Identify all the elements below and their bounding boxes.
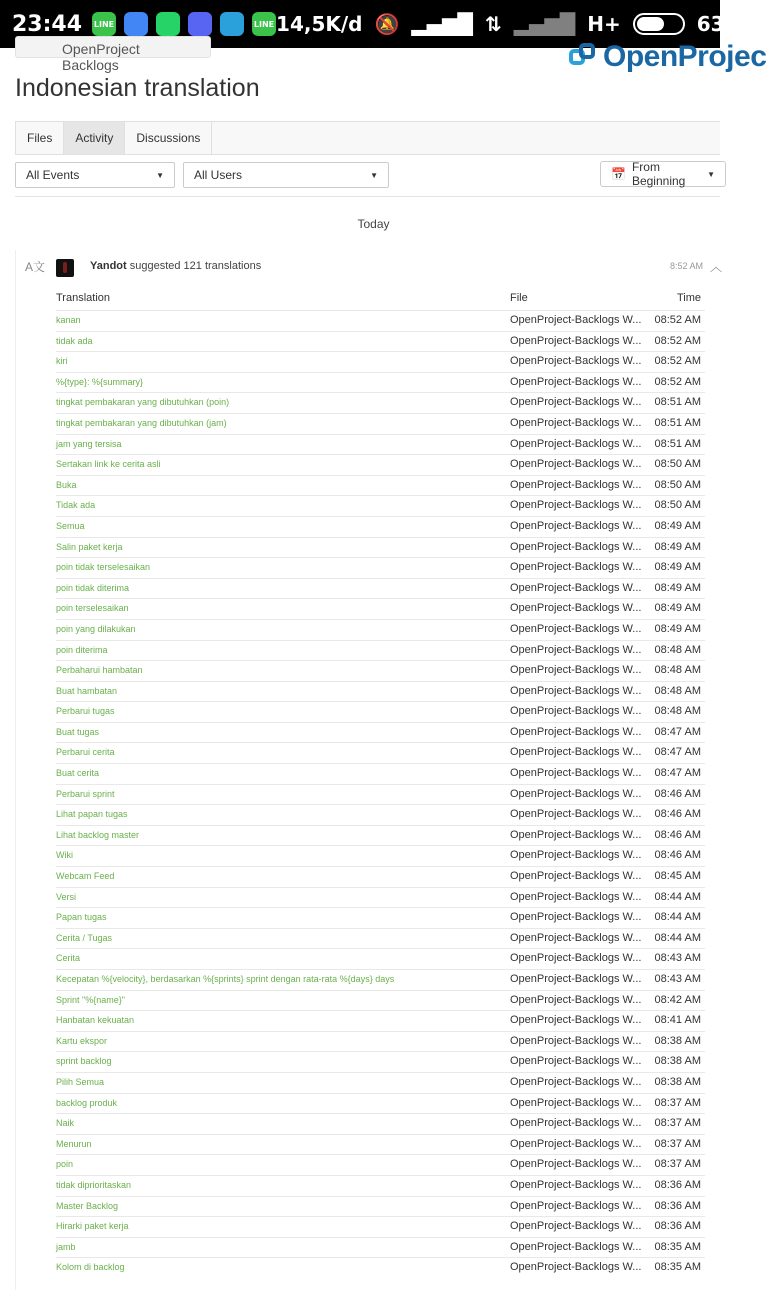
translation-link[interactable]: Menurun [56,1138,92,1149]
file-name[interactable]: OpenProject-Backlogs W... [510,1178,642,1191]
translation-link[interactable]: backlog produk [56,1097,118,1108]
table-row [56,475,705,496]
divider [15,196,720,197]
chevron-down-icon: ▼ [370,170,378,180]
file-name[interactable]: OpenProject-Backlogs W... [510,1034,642,1047]
file-name[interactable]: OpenProject-Backlogs W... [510,602,642,615]
translation-link[interactable]: poin tidak diterima [56,582,130,593]
row-time: 08:46 AM [654,787,701,800]
row-time: 08:37 AM [654,1137,701,1150]
row-time: 08:44 AM [654,890,701,903]
file-name[interactable]: OpenProject-Backlogs W... [510,1075,642,1088]
translation-link[interactable]: Salin paket kerja [56,541,123,552]
row-time: 08:50 AM [654,499,701,512]
translation-link[interactable]: jamb [56,1241,76,1252]
row-time: 08:36 AM [654,1199,701,1212]
file-name[interactable]: OpenProject-Backlogs W... [510,767,642,780]
translation-link[interactable]: poin diterima [56,644,108,655]
discord-icon [188,12,212,36]
table-row [56,1093,705,1114]
row-time: 08:49 AM [654,561,701,574]
project-tabs [15,121,720,155]
translation-link[interactable]: Papan tugas [56,912,107,923]
file-name[interactable]: OpenProject-Backlogs W... [510,643,642,656]
date-range-button[interactable] [600,161,726,187]
net-speed: 14,5K/d [276,12,363,36]
table-row [56,701,705,722]
table-row [56,516,705,537]
translation-link[interactable]: Versi [56,891,77,902]
translation-link[interactable]: Cerita / Tugas [56,932,113,943]
table-row [56,1154,705,1175]
translation-link[interactable]: Master Backlog [56,1200,119,1211]
file-name[interactable]: OpenProject-Backlogs W... [510,911,642,924]
translation-link[interactable]: %{type}: %{summary} [56,376,144,387]
file-name[interactable]: OpenProject-Backlogs W... [510,973,642,985]
date-range-label: From Beginning [631,160,686,188]
table-row [56,784,705,805]
file-name[interactable]: OpenProject-Backlogs W... [510,993,642,1006]
row-time: 08:37 AM [654,1117,701,1130]
events-filter[interactable] [15,162,175,188]
file-name[interactable]: OpenProject-Backlogs W... [510,458,642,471]
file-name[interactable]: OpenProject-Backlogs W... [510,355,642,368]
col-time: Time [676,292,701,304]
table-row [56,825,705,846]
translation-link[interactable]: poin tidak terselesaikan [56,562,151,573]
table-row [56,742,705,763]
file-name[interactable]: OpenProject-Backlogs W... [510,334,642,347]
table-row [56,495,705,516]
row-time: 08:36 AM [654,1220,701,1233]
avatar[interactable] [56,259,74,277]
signal-icon: ▂▄▆█ [411,12,473,36]
file-name[interactable]: OpenProject-Backlogs W... [510,1158,642,1171]
translation-link[interactable]: Sertakan link ke cerita asli [56,459,161,470]
translation-link[interactable]: Kolom di backlog [56,1262,125,1273]
table-row [56,454,705,475]
file-name[interactable]: OpenProject-Backlogs W... [510,1261,642,1274]
row-time: 08:47 AM [654,746,701,759]
activity-time: 8:52 AM [670,261,704,271]
row-time: 08:47 AM [654,767,701,780]
battery-icon [633,13,685,35]
openproject-logo[interactable] [569,40,766,74]
row-time: 08:49 AM [654,519,701,532]
row-time: 08:44 AM [654,911,701,924]
table-row [56,434,705,455]
users-filter[interactable] [183,162,389,188]
chrome-icon [124,12,148,36]
translation-link[interactable]: kanan [56,315,81,325]
table-row [56,1113,705,1134]
row-time: 08:52 AM [654,355,701,368]
file-name[interactable]: OpenProject-Backlogs W... [510,1199,642,1212]
row-time: 08:50 AM [654,458,701,471]
table-row [56,310,705,331]
table-row [56,1031,705,1052]
table-row [56,1257,705,1278]
table-row [56,331,705,352]
row-time: 08:48 AM [654,664,701,677]
file-name[interactable]: OpenProject-Backlogs W... [510,787,642,800]
row-time: 08:47 AM [654,725,701,738]
translation-link[interactable]: Hanbatan kekuatan [56,1015,135,1026]
caret-down-icon: ▼ [707,169,715,179]
logo-mark-icon [569,43,597,71]
table-row [56,640,705,661]
file-name[interactable]: OpenProject-Backlogs W... [510,375,642,388]
translation-link[interactable]: poin [56,1159,74,1170]
table-row [56,413,705,434]
translation-link[interactable]: kiri [56,356,68,367]
data-transfer-icon: ⇅ [484,12,502,36]
table-row [56,722,705,743]
translation-link[interactable]: Webcam Feed [56,871,115,882]
whatsapp-icon [156,12,180,36]
table-row [56,351,705,372]
translate-icon: A文 [25,260,46,274]
file-name[interactable]: OpenProject-Backlogs W... [510,952,642,965]
row-time: 08:42 AM [654,993,701,1006]
table-row [56,1196,705,1217]
table-row [56,372,705,393]
file-name[interactable]: OpenProject-Backlogs W... [510,931,642,944]
table-header [56,290,705,310]
table-row [56,681,705,702]
row-time: 08:35 AM [654,1240,701,1253]
table-row [56,1051,705,1072]
row-time: 08:51 AM [654,396,701,409]
row-time: 08:36 AM [654,1178,701,1191]
translation-link[interactable]: Buat tugas [56,726,100,737]
activity-card [15,250,725,1290]
table-row [56,866,705,887]
translation-table [56,310,705,1278]
row-time: 08:41 AM [654,1014,701,1027]
calendar-icon: 📅 [611,167,626,181]
file-name[interactable]: OpenProject-Backlogs W... [510,890,642,903]
translation-link[interactable]: Hirarki paket kerja [56,1221,129,1232]
table-row [56,557,705,578]
table-row [56,1216,705,1237]
file-name[interactable]: OpenProject-Backlogs W... [510,499,642,512]
translation-link[interactable]: tingkat pembakaran yang dibutuhkan (jam) [56,417,227,428]
notification-icons [92,12,276,36]
activity-user[interactable]: Yandot [90,260,127,272]
translation-link[interactable]: Cerita [56,953,81,964]
file-name[interactable]: OpenProject-Backlogs W... [510,540,642,553]
translation-link[interactable]: Kartu ekspor [56,1035,108,1046]
file-name[interactable]: OpenProject-Backlogs W... [510,561,642,574]
file-name[interactable]: OpenProject-Backlogs W... [510,705,642,718]
row-time: 08:44 AM [654,931,701,944]
day-label: Today [357,217,390,231]
file-name[interactable]: OpenProject-Backlogs W... [510,1014,642,1027]
table-row [56,392,705,413]
telegram-icon [220,12,244,36]
table-row [56,763,705,784]
row-time: 08:49 AM [654,581,701,594]
row-time: 08:49 AM [654,540,701,553]
row-time: 08:35 AM [654,1261,701,1274]
activity-action: suggested 121 translations [129,260,262,272]
tab-files[interactable]: Files [16,122,64,154]
table-row [56,1010,705,1031]
table-row [56,598,705,619]
row-time: 08:46 AM [654,849,701,862]
mute-icon: 🔕 [374,12,400,36]
table-row [56,804,705,825]
row-time: 08:46 AM [654,828,701,841]
table-row [56,928,705,949]
table-row [56,537,705,558]
table-row [56,619,705,640]
row-time: 08:51 AM [654,437,701,450]
row-time: 08:48 AM [654,705,701,718]
logo-text: OpenProjec [603,40,766,73]
table-row [56,887,705,908]
file-name[interactable]: OpenProject-Backlogs W... [510,1117,642,1130]
row-time: 08:45 AM [654,870,701,883]
table-row [56,1072,705,1093]
translation-link[interactable]: tidak ada [56,335,93,346]
file-name[interactable]: OpenProject-Backlogs W... [510,725,642,738]
row-time: 08:52 AM [654,334,701,347]
file-name[interactable]: OpenProject-Backlogs W... [510,1137,642,1150]
translation-link[interactable]: poin terselesaikan [56,603,129,614]
translation-link[interactable]: tidak diprioritaskan [56,1179,132,1190]
translation-link[interactable]: tingkat pembakaran yang dibutuhkan (poin) [56,397,230,408]
translation-link[interactable]: Pilih Semua [56,1076,105,1087]
file-name[interactable]: OpenProject-Backlogs W... [510,396,642,409]
file-name[interactable]: OpenProject-Backlogs W... [510,622,642,635]
translation-link[interactable]: Kecepatan %{velocity}, berdasarkan %{sprints} sprint dengan rata-rata %{days} days [56,974,395,984]
row-time: 08:38 AM [654,1034,701,1047]
translation-link[interactable]: poin yang dilakukan [56,623,136,634]
file-name[interactable]: OpenProject-Backlogs W... [510,519,642,532]
translation-link[interactable]: Lihat backlog master [56,829,140,840]
row-time: 08:52 AM [654,375,701,388]
row-time: 08:48 AM [654,643,701,656]
table-row [56,660,705,681]
file-name[interactable]: OpenProject-Backlogs W... [510,684,642,697]
tab-activity[interactable]: Activity [64,122,125,154]
table-row [56,990,705,1011]
table-row [56,1134,705,1155]
network-type: H+ [587,12,621,36]
file-name[interactable]: OpenProject-Backlogs W... [510,314,642,326]
translation-link[interactable]: Buka [56,479,77,490]
signal-icon-2: ▂▄▆█ [513,12,576,36]
row-time: 08:51 AM [654,416,701,429]
translation-link[interactable]: jam yang tersisa [56,438,122,449]
file-name[interactable]: OpenProject-Backlogs W... [510,1220,642,1233]
row-time: 08:48 AM [654,684,701,697]
translation-link[interactable]: Perbarui cerita [56,747,115,758]
activity-header[interactable] [16,250,721,284]
row-time: 08:43 AM [654,973,701,985]
translation-link[interactable]: Tidak ada [56,500,96,511]
translation-link[interactable]: Naik [56,1118,75,1129]
table-row [56,1237,705,1258]
row-time: 08:46 AM [654,808,701,821]
translation-link[interactable]: Semua [56,520,85,531]
col-translation: Translation [56,292,111,304]
file-name[interactable]: OpenProject-Backlogs W... [510,808,642,821]
events-filter-value: All Events [26,168,80,182]
page-title: Indonesian translation [15,74,260,102]
row-time: 08:50 AM [654,478,701,491]
status-right [276,12,745,36]
row-time: 08:49 AM [654,602,701,615]
translation-link[interactable]: Sprint "%{name}" [56,994,125,1005]
row-time: 08:49 AM [654,622,701,635]
row-time: 08:43 AM [654,952,701,965]
breadcrumb-label[interactable]: OpenProject Backlogs [62,41,140,73]
row-time: 08:37 AM [654,1158,701,1171]
file-name[interactable]: OpenProject-Backlogs W... [510,416,642,429]
file-name[interactable]: OpenProject-Backlogs W... [510,437,642,450]
line-icon: LINE [92,12,116,36]
top-header [0,40,766,73]
breadcrumb[interactable] [15,36,211,73]
file-name[interactable]: OpenProject-Backlogs W... [510,746,642,759]
clock: 23:44 [12,11,83,37]
col-file: File [510,292,528,304]
translation-link[interactable]: sprint backlog [56,1056,112,1067]
table-row [56,1175,705,1196]
row-time: 08:37 AM [654,1096,701,1109]
file-name[interactable]: OpenProject-Backlogs W... [510,1096,642,1109]
table-row [56,578,705,599]
tab-discussions[interactable]: Discussions [125,122,212,154]
battery-fill [637,17,665,31]
translation-link[interactable]: Buat cerita [56,768,100,779]
file-name[interactable]: OpenProject-Backlogs W... [510,870,642,883]
battery-percent: 63% [696,12,745,36]
chevron-up-icon[interactable]: ︿ [710,260,723,274]
translation-link[interactable]: Perbarui tugas [56,706,115,717]
file-name[interactable]: OpenProject-Backlogs W... [510,828,642,841]
file-name[interactable]: OpenProject-Backlogs W... [510,664,642,677]
translation-link[interactable]: Perbaharui hambatan [56,665,143,676]
row-time: 08:52 AM [654,314,701,326]
line-icon: LINE [252,12,276,36]
table-row [56,948,705,969]
table-row [56,845,705,866]
file-name[interactable]: OpenProject-Backlogs W... [510,1055,642,1068]
row-time: 08:38 AM [654,1075,701,1088]
file-name[interactable]: OpenProject-Backlogs W... [510,478,642,491]
translation-link[interactable]: Buat hambatan [56,685,118,696]
file-name[interactable]: OpenProject-Backlogs W... [510,1240,642,1253]
translation-link[interactable]: Wiki [56,850,73,861]
file-name[interactable]: OpenProject-Backlogs W... [510,849,642,862]
row-time: 08:38 AM [654,1055,701,1068]
activity-summary [90,260,261,272]
translation-link[interactable]: Perbarui sprint [56,788,115,799]
table-row [56,969,705,990]
users-filter-value: All Users [194,168,243,182]
chevron-down-icon: ▼ [156,170,164,180]
translation-link[interactable]: Lihat papan tugas [56,809,128,820]
table-row [56,907,705,928]
file-name[interactable]: OpenProject-Backlogs W... [510,581,642,594]
